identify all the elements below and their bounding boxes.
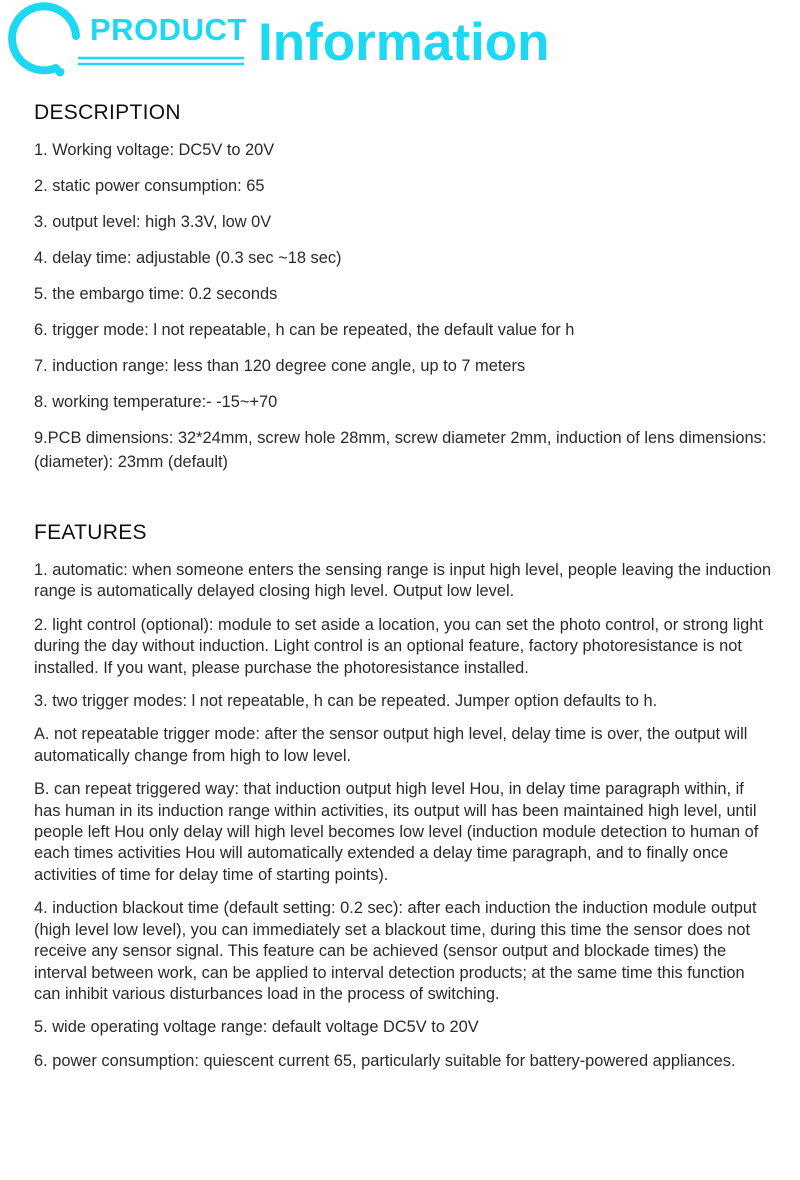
product-info-banner: [0, 0, 800, 90]
feature-item: 4. induction blackout time (default setting: 0.2 sec): after each induction the induction module output (high level low level), you can immediately set a blackout time, during this time the sensor does not receive any sensor signal. This feature can be achieved (sensor output and blockade times) the interval between work, can be applied to interval detection products; at the same time this function can inhibit various disturbances load in the process of switching.: [34, 899, 757, 1003]
description-item: 3. output level: high 3.3V, low 0V: [34, 213, 272, 231]
feature-item: B. can repeat triggered way: that induction output high level Hou, in delay time paragraph within, if has human in its induction range within activities, its output will has been maintained high level, until people left Hou only delay will high level becomes low level (induction module detection to human of each times activities Hou will automatically extended a delay time paragraph, and to finally once activities of time for delay time of starting points).: [34, 780, 759, 884]
description-item: 7. induction range: less than 120 degree cone angle, up to 7 meters: [34, 357, 526, 375]
description-item: 8. working temperature:- -15~+70: [34, 393, 278, 411]
feature-item: 2. light control (optional): module to set aside a location, you can set the photo control, or strong light during the day without induction. Light control is an optional feature, factory photoresistance is not installed. If you want, please purchase the photoresistance installed.: [34, 615, 763, 677]
feature-item: 3. two trigger modes: l not repeatable, h can be repeated. Jumper option defaults to h.: [34, 692, 658, 711]
product-label: PRODUCT: [90, 12, 247, 47]
description-item: 9.PCB dimensions: 32*24mm, screw hole 28mm, screw diameter 2mm, induction of lens dimensions: (diameter): 23mm (default): [34, 429, 767, 471]
page-title: Information: [258, 13, 550, 72]
description-item: 5. the embargo time: 0.2 seconds: [34, 285, 278, 303]
description-item: 4. delay time: adjustable (0.3 sec ~18 sec): [34, 249, 342, 267]
description-item: 2. static power consumption: 65: [34, 177, 265, 195]
description-item: 1. Working voltage: DC5V to 20V: [34, 141, 275, 159]
feature-item: 1. automatic: when someone enters the sensing range is input high level, people leaving the induction range is automatically delayed closing high level. Output low level.: [34, 561, 772, 601]
description-item: 6. trigger mode: l not repeatable, h can be repeated, the default value for h: [34, 321, 575, 339]
features-heading: FEATURES: [34, 521, 147, 544]
feature-item: 5. wide operating voltage range: default voltage DC5V to 20V: [34, 1018, 479, 1037]
feature-item: 6. power consumption: quiescent current 65, particularly suitable for battery-powered appliances.: [34, 1051, 736, 1070]
features-list: [34, 560, 774, 1084]
description-heading: DESCRIPTION: [34, 101, 181, 124]
feature-item: A. not repeatable trigger mode: after the sensor output high level, delay time is over, the output will automatically change from high to low level.: [34, 725, 748, 765]
